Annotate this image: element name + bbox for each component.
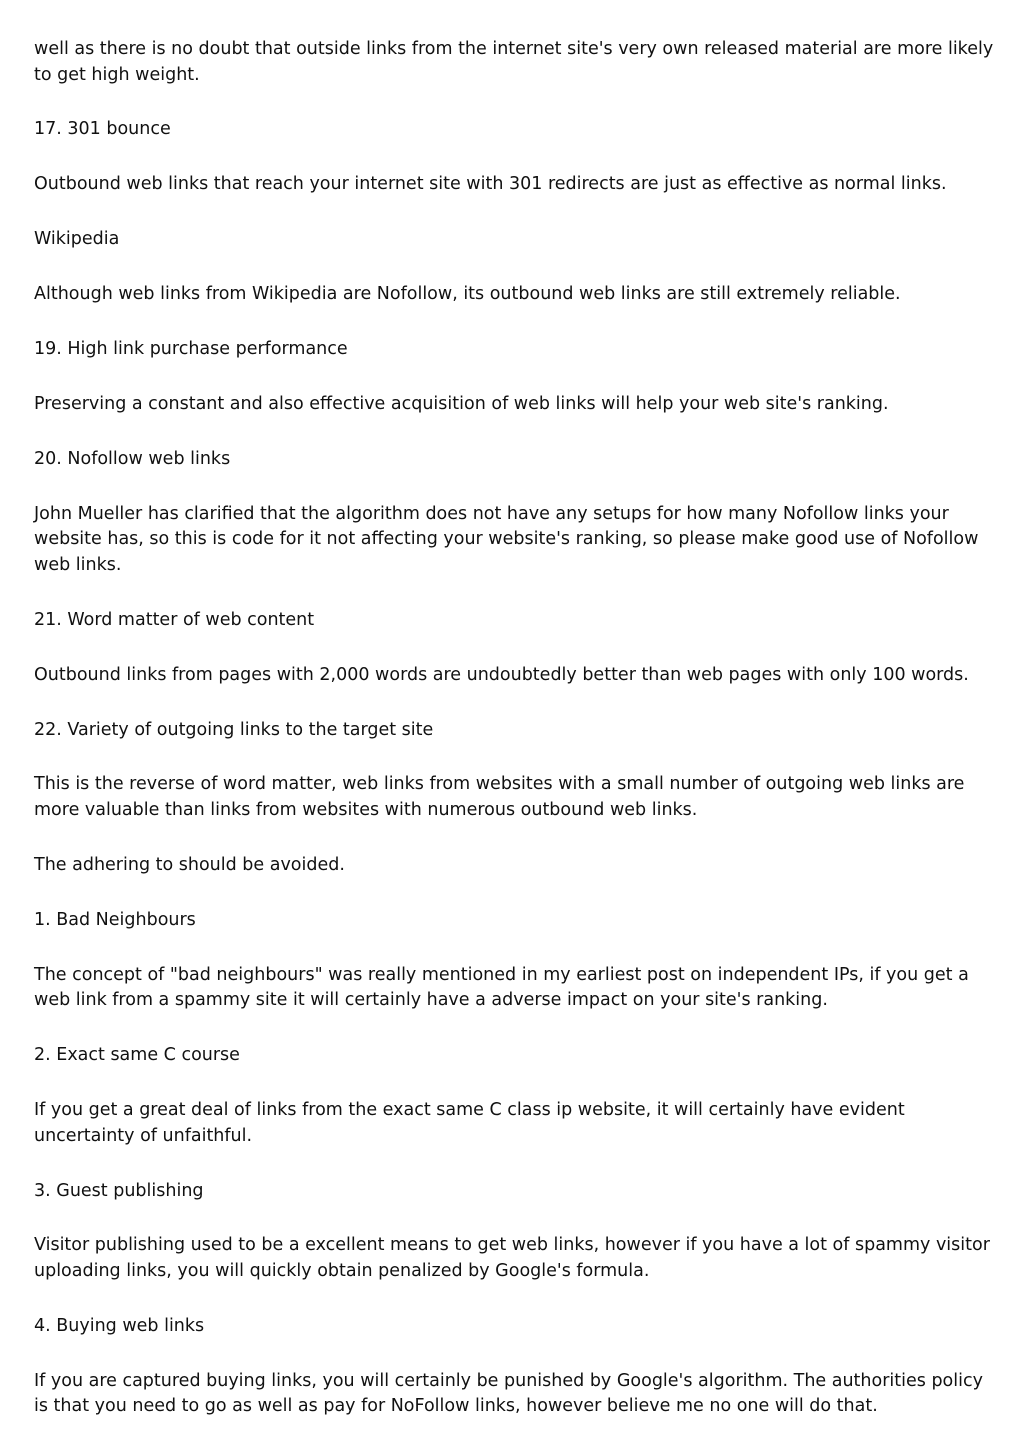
paragraph-continuation: well as there is no doubt that outside links from the internet site's very own released material are more likely to get high weight. [34, 39, 994, 85]
heading-buying-web-links: 4. Buying web links [34, 1315, 205, 1336]
heading-word-matter: 21. Word matter of web content [34, 609, 315, 630]
paragraph: John Mueller has clarified that the algorithm does not have any setups for how many Nofollow links your website has, so this is code for it not affecting your website's ranking, so please make good use of Nofollow web links. [34, 503, 979, 575]
paragraph: This is the reverse of word matter, web links from websites with a small number of outgoing web links are more valuable than links from websites with numerous outbound web links. [34, 774, 965, 821]
paragraph-avoid-intro: The adhering to should be avoided. [34, 854, 345, 875]
heading-same-c-course: 2. Exact same C course [34, 1045, 240, 1066]
paragraph: Preserving a constant and also effective acquisition of web links will help your web site's ranking. [34, 393, 889, 414]
heading-outgoing-links-variety: 22. Variety of outgoing links to the target site [34, 719, 434, 740]
paragraph: If you are captured buying links, you will certainly be punished by Google's algorithm. The authorities policy is that you need to go as well as pay for NoFollow links, however believe me no one will do that. [34, 1370, 983, 1417]
document-body [34, 37, 996, 1449]
paragraph: Visitor publishing used to be a excellent means to get web links, however if you have a lot of spammy visitor uploading links, you will quickly obtain penalized by Google's formula. [34, 1235, 990, 1282]
paragraph: Outbound web links that reach your internet site with 301 redirects are just as effective as normal links. [34, 174, 947, 195]
heading-wikipedia: Wikipedia [34, 229, 120, 250]
heading-nofollow-web-links: 20. Nofollow web links [34, 448, 231, 469]
paragraph: The concept of "bad neighbours" was really mentioned in my earliest post on independent IPs, if you get a web link from a spammy site it will certainly have a adverse impact on your site's ranking. [34, 964, 969, 1011]
paragraph: If you get a great deal of links from the exact same C class ip website, it will certainly have evident uncertainty of unfaithful. [34, 1100, 905, 1146]
heading-guest-publishing: 3. Guest publishing [34, 1180, 204, 1201]
paragraph: Outbound links from pages with 2,000 words are undoubtedly better than web pages with only 100 words. [34, 664, 969, 685]
heading-link-purchase-performance: 19. High link purchase performance [34, 339, 348, 360]
paragraph: Although web links from Wikipedia are Nofollow, its outbound web links are still extremely reliable. [34, 284, 901, 305]
heading-bad-neighbours: 1. Bad Neighbours [34, 909, 196, 930]
heading-301-bounce: 17. 301 bounce [34, 119, 171, 140]
